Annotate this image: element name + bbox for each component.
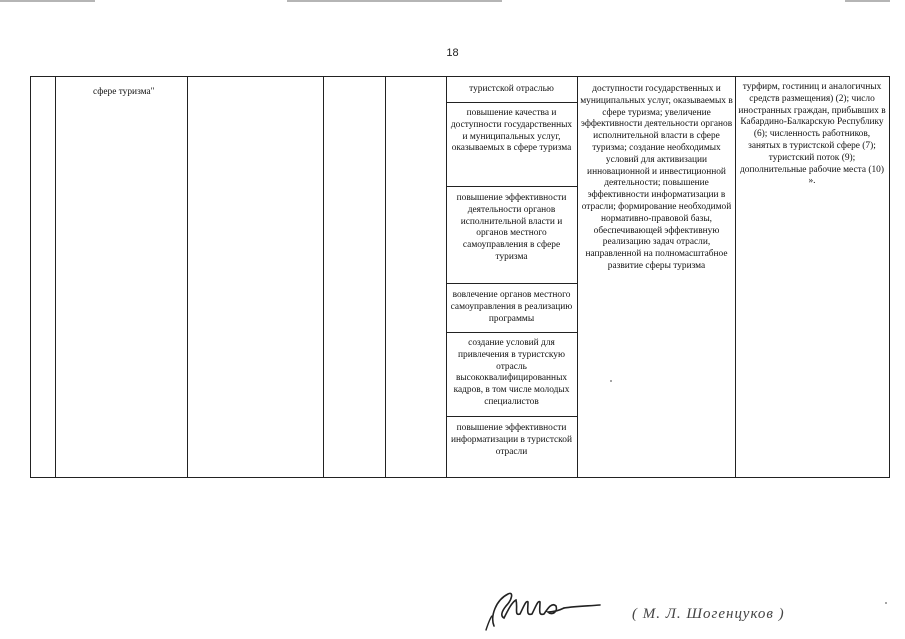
table-border xyxy=(577,76,578,478)
program-name-cell: сфере туризма" xyxy=(93,87,155,97)
scan-speck xyxy=(885,602,887,604)
scan-speck xyxy=(610,380,612,382)
task-row-border xyxy=(446,186,577,187)
signature-image xyxy=(482,586,612,634)
table-border xyxy=(446,76,447,478)
program-table xyxy=(30,76,890,478)
scan-mark xyxy=(0,0,95,2)
table-border xyxy=(30,477,890,478)
task-cell: туристской отраслью xyxy=(469,84,554,94)
table-border xyxy=(323,76,324,478)
table-border xyxy=(187,76,188,478)
page-number: 18 xyxy=(446,47,459,59)
table-border xyxy=(735,76,736,478)
table-border xyxy=(30,76,31,478)
task-row-border xyxy=(446,416,577,417)
table-border xyxy=(385,76,386,478)
scan-mark xyxy=(845,0,890,2)
task-cell: повышение эффективности деятельности органов исполнительной власти и органов местного самоуправления в сфере туризма xyxy=(456,193,567,262)
table-border xyxy=(55,76,56,478)
task-cell: повышение качества и доступности государственных и муниципальных услуг, оказываемых в сфере туризма xyxy=(450,108,573,154)
table-border xyxy=(889,76,890,478)
task-cell: вовлечение органов местного самоуправления в реализацию программы xyxy=(450,290,573,324)
expected-results-cell: доступности государственных и муниципальных услуг, оказываемых в сфере туризма; увеличение эффективности деятельности органов исполнительной власти в сфере туризма; создание необходимых условий для активизации инновационной и инвестиционной деятельности; повышение эффективности информатизации в отрасли; формирование необходимой нормативно-правовой базы, обеспечивающей эффективную реализацию задач отрасли, направленной на полномасштабное развитие сферы туризма xyxy=(580,84,733,271)
table-border xyxy=(30,76,890,77)
task-cell: повышение эффективности информатизации в туристской отрасли xyxy=(451,423,572,457)
task-row-border xyxy=(446,283,577,284)
task-cell: создание условий для привлечения в туристскую отрасль высококвалифицированных кадров, в том числе молодых специалистов xyxy=(453,338,570,407)
task-row-border xyxy=(446,332,577,333)
indicators-cell: турфирм, гостиниц и аналогичных средств размещения) (2); число иностранных граждан, прибывших в Кабардино-Балкарскую Республику (6); численность работников, занятых в туристской сфере (7); туристский поток (9); дополнительные рабочие места (10) ». xyxy=(738,82,886,187)
signatory-name: ( М. Л. Шогенцуков ) xyxy=(632,606,785,622)
scan-mark xyxy=(287,0,502,2)
task-row-border xyxy=(446,102,577,103)
